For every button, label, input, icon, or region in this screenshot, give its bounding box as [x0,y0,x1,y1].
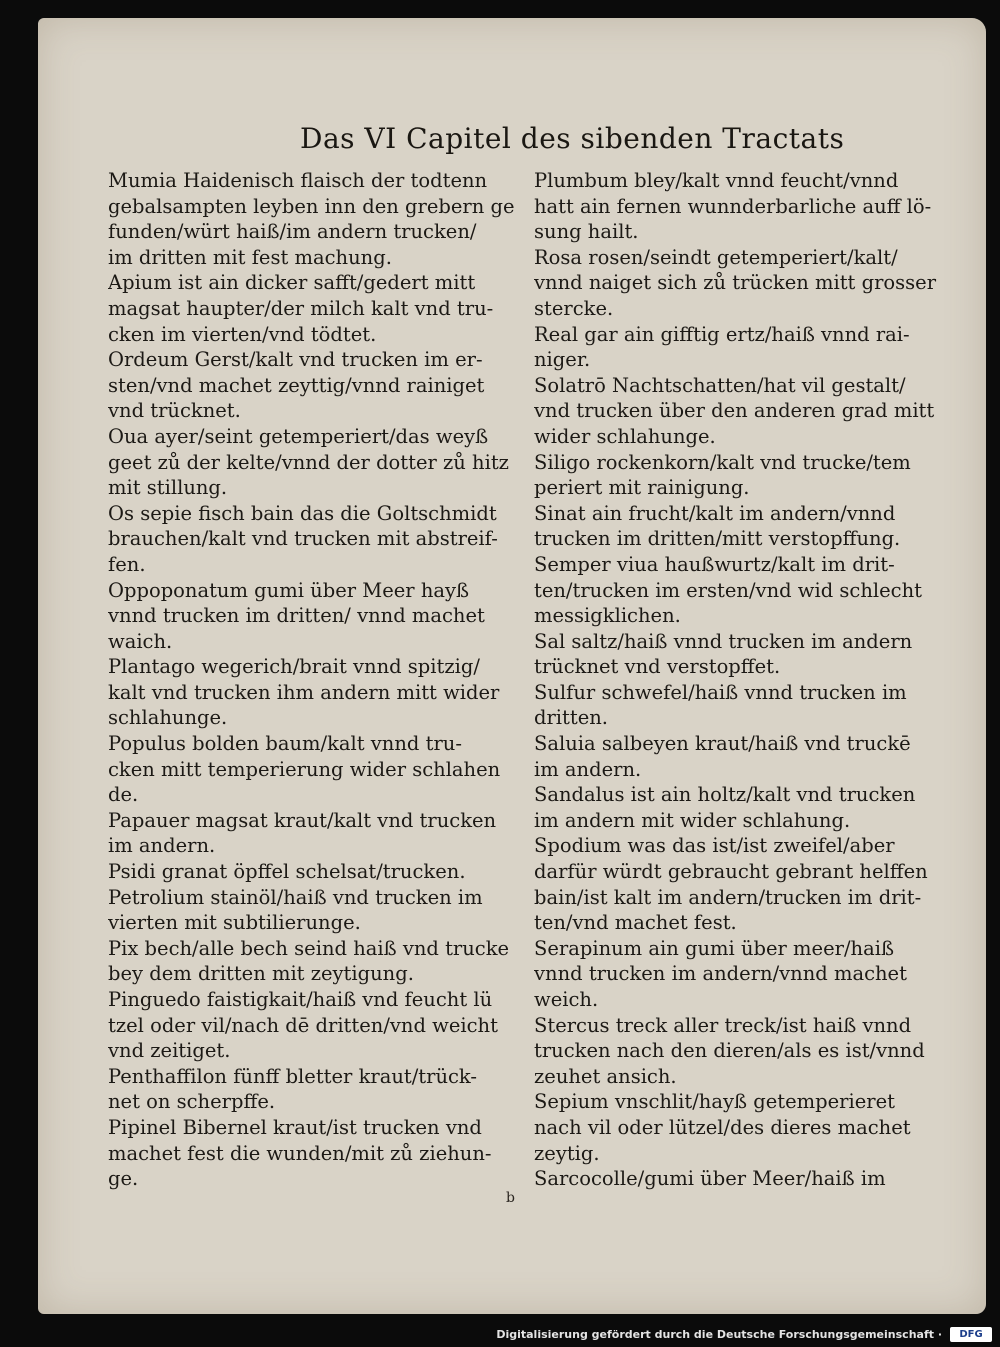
text-line: Saluia salbeyen kraut/haiß vnd truckē [534,732,911,756]
dfg-logo: DFG [950,1327,992,1342]
text-line: kalt vnd trucken ihm andern mitt wider [108,680,500,704]
text-line: Plantago wegerich/brait vnnd spitzig/ [108,655,480,679]
text-line: vnnd trucken im dritten/ vnnd machet [108,604,485,628]
text-line: Os sepie fisch bain das die Goltschmidt [108,501,497,525]
text-line: mit stillung. [108,476,228,500]
text-line: vnd zeitiget. [108,1039,231,1063]
text-line: niger. [534,348,591,372]
text-line: wider schlahunge. [534,424,716,448]
text-line: machet fest die wunden/mit zů ziehun- [108,1141,492,1165]
text-line: Stercus treck aller treck/ist haiß vnnd [534,1013,912,1037]
text-line: Pix bech/alle bech seind haiß vnd trucke [108,936,510,960]
text-line: Sarcocolle/gumi über Meer/haiß im [534,1167,886,1191]
text-line: messigklichen. [534,604,681,628]
text-line: Psidi granat öpffel schelsat/trucken. [108,860,466,884]
text-line: Papauer magsat kraut/kalt vnd trucken [108,808,497,832]
text-line: periert mit rainigung. [534,476,750,500]
text-line: vnnd naiget sich zů trücken mitt grosser [534,271,937,295]
text-line: Semper viua haußwurtz/kalt im drit- [534,552,895,576]
text-line: ten/vnd machet fest. [534,911,737,935]
text-line: Penthaffilon fünff bletter kraut/trück- [108,1064,477,1088]
text-line: magsat haupter/der milch kalt vnd tru- [108,296,494,320]
text-line: cken im vierten/vnd tödtet. [108,322,377,346]
text-line: gebalsampten leyben inn den grebern ge [108,194,515,218]
text-line: geet zů der kelte/vnnd der dotter zů hitz [108,450,509,474]
text-line: schlahunge. [108,706,228,730]
text-line: de. [108,783,139,807]
text-line: Real gar ain gifftig ertz/haiß vnnd rai- [534,322,910,346]
text-line: Sal saltz/haiß vnnd trucken im andern [534,629,913,653]
text-line: Plumbum bley/kalt vnnd feucht/vnnd [534,169,899,192]
right-column [534,168,974,1192]
text-line: ten/trucken im ersten/vnd wid schlecht [534,578,923,602]
running-title: Das VI Capitel des sibenden Tractats [300,122,845,155]
text-line: Populus bolden baum/kalt vnnd tru- [108,732,462,756]
text-line: bain/ist kalt im andern/trucken im drit- [534,885,922,909]
text-line: zeytig. [534,1141,600,1165]
text-line: trucken im dritten/mitt verstopffung. [534,527,901,551]
text-line: im andern mit wider schlahung. [534,808,851,832]
text-line: vierten mit subtilierunge. [108,911,361,935]
text-line: brauchen/kalt vnd trucken mit abstreif- [108,527,498,551]
book-page [38,18,986,1314]
text-line: Spodium was das ist/ist zweifel/aber [534,834,895,858]
text-line: vnd trucken über den anderen grad mitt [534,399,935,423]
text-line: Rosa rosen/seindt getemperiert/kalt/ [534,245,898,269]
text-line: dritten. [534,706,609,730]
text-line: ge. [108,1167,139,1191]
text-line: funden/würt haiß/im andern trucken/ [108,220,477,244]
text-line: waich. [108,629,173,653]
text-line: Apium ist ain dicker safft/gedert mitt [108,271,476,295]
text-line: zeuhet ansich. [534,1064,677,1088]
text-line: Petrolium stainöl/haiß vnd trucken im [108,885,483,909]
page-signature-mark: b [506,1190,515,1206]
text-line: tzel oder vil/nach dē dritten/vnd weicht [108,1013,498,1037]
text-line: Pipinel Bibernel kraut/ist trucken vnd [108,1115,482,1139]
text-line: sung hailt. [534,220,639,244]
text-line: stercke. [534,296,614,320]
text-line: Mumia Haidenisch flaisch der todtenn [108,169,488,192]
text-line: Sepium vnschlit/hayß getemperieret [534,1090,895,1114]
text-line: Oppoponatum gumi über Meer hayß [108,578,470,602]
text-line: im andern. [108,834,216,858]
text-line: Serapinum ain gumi über meer/haiß [534,936,894,960]
text-line: trucken nach den dieren/als es ist/vnnd [534,1039,925,1063]
text-line: Siligo rockenkorn/kalt vnd trucke/tem [534,450,911,474]
text-line: nach vil oder lützel/des dieres machet [534,1115,911,1139]
digitization-footer: Digitalisierung gefördert durch die Deutsche Forschungsgemeinschaft · [496,1328,942,1341]
text-line: Sulfur schwefel/haiß vnnd trucken im [534,680,907,704]
text-line: weich. [534,988,599,1011]
text-line: fen. [108,552,146,576]
text-line: bey dem dritten mit zeytigung. [108,962,414,986]
text-line: Sinat ain frucht/kalt im andern/vnnd [534,501,896,525]
text-line: im dritten mit fest machung. [108,245,392,269]
text-line: net on scherpffe. [108,1090,276,1114]
text-line: vnnd trucken im andern/vnnd machet [534,962,907,986]
text-line: Oua ayer/seint getemperiert/das weyß [108,424,489,448]
text-line: Pinguedo faistigkait/haiß vnd feucht lü [108,988,493,1011]
text-line: sten/vnd machet zeyttig/vnnd rainiget [108,373,485,397]
left-column [108,168,538,1192]
text-line: trücknet vnd verstopffet. [534,655,781,679]
text-line: Ordeum Gerst/kalt vnd trucken im er- [108,348,483,372]
text-line: darfür würdt gebraucht gebrant helffen [534,860,928,884]
text-line: Sandalus ist ain holtz/kalt vnd trucken [534,783,916,807]
text-line: cken mitt temperierung wider schlahen [108,757,501,781]
text-line: Solatrō Nachtschatten/hat vil gestalt/ [534,373,906,397]
text-line: vnd trücknet. [108,399,241,423]
text-line: im andern. [534,757,642,781]
text-line: hatt ain fernen wunnderbarliche auff lö- [534,194,932,218]
